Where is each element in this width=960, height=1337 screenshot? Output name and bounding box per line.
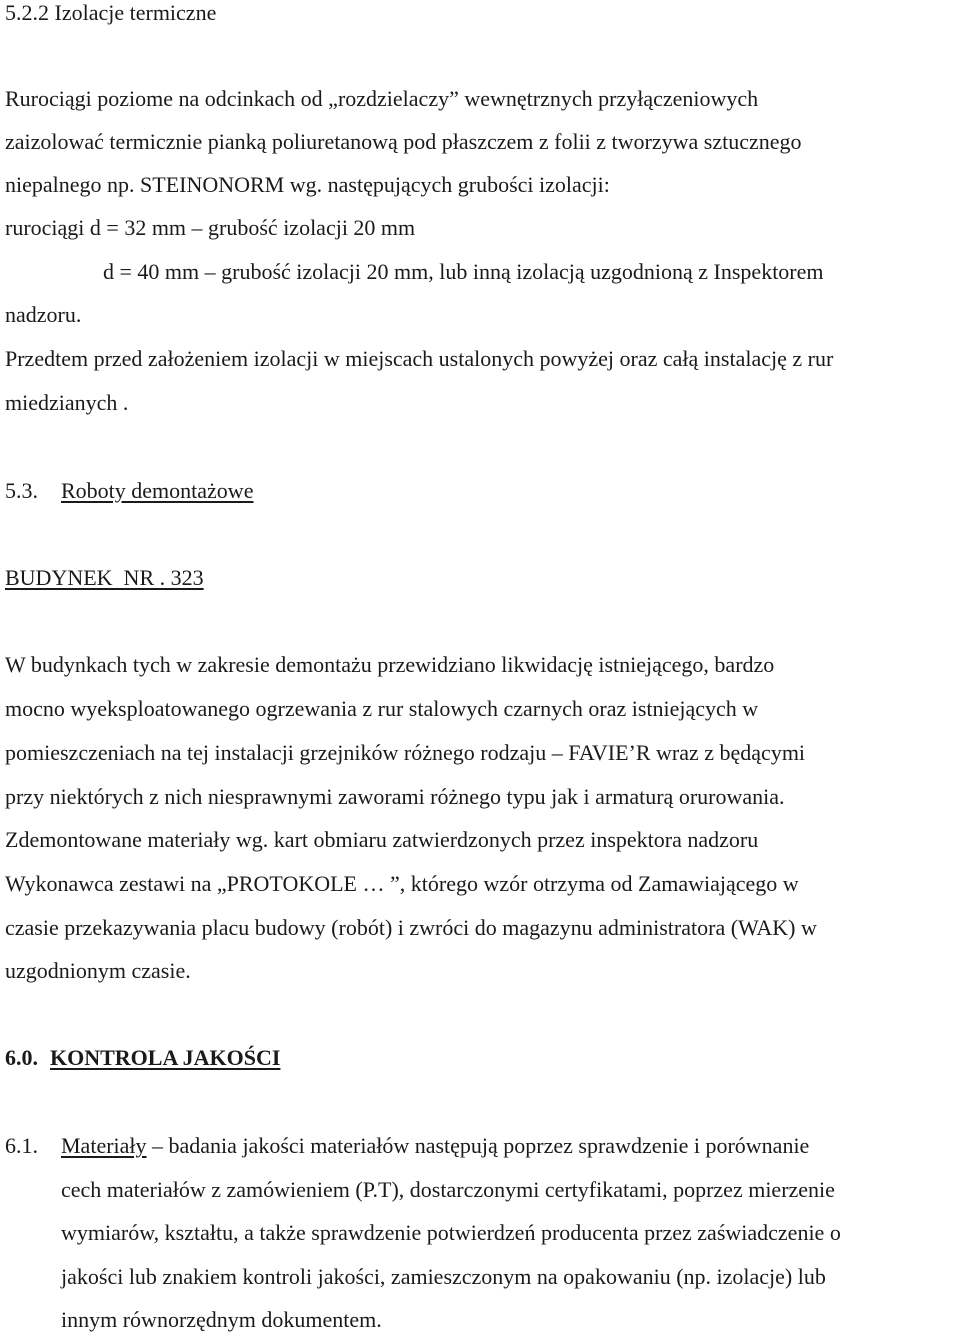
section-title-60: KONTROLA JAKOŚCI	[50, 1045, 281, 1070]
section-number-60: 6.0.	[5, 1045, 38, 1070]
paragraph-line: niepalnego np. STEINONORM wg. następujących grubości izolacji:	[5, 172, 610, 197]
paragraph-line: Przedtem przed założeniem izolacji w miejscach ustalonych powyżej oraz całą instalację z rur	[5, 346, 834, 371]
paragraph-line: zaizolować termicznie pianką poliuretanową pod płaszczem z folii z tworzywa sztucznego	[5, 129, 802, 154]
paragraph-line: nadzoru.	[5, 302, 82, 327]
paragraph-line-61-first	[61, 1133, 809, 1159]
paragraph-line: innym równorzędnym dokumentem.	[61, 1307, 382, 1332]
paragraph-line: Zdemontowane materiały wg. kart obmiaru zatwierdzonych przez inspektora nadzoru	[5, 827, 759, 852]
section-heading-522: 5.2.2 Izolacje termiczne	[5, 0, 217, 25]
section-number-61: 6.1.	[5, 1133, 38, 1158]
section-title-53: Roboty demontażowe	[61, 478, 254, 503]
section-number-53: 5.3.	[5, 478, 38, 503]
paragraph-line: W budynkach tych w zakresie demontażu przewidziano likwidację istniejącego, bardzo	[5, 652, 775, 677]
term-definition: – badania jakości materiałów następują poprzez sprawdzenie i porównanie	[146, 1133, 810, 1158]
paragraph-line: cech materiałów z zamówieniem (P.T), dostarczonymi certyfikatami, poprzez mierzenie	[61, 1177, 835, 1202]
paragraph-line: mocno wyeksploatowanego ogrzewania z rur stalowych czarnych oraz istniejących w	[5, 696, 759, 721]
paragraph-line: przy niektórych z nich niesprawnymi zaworami różnego typu jak i armaturą orurowania.	[5, 784, 785, 809]
paragraph-line: uzgodnionym czasie.	[5, 958, 191, 983]
term-materialy: Materiały	[61, 1133, 147, 1158]
paragraph-line: Rurociągi poziome na odcinkach od „rozdzielaczy” wewnętrznych przyłączeniowych	[5, 86, 759, 111]
paragraph-line: czasie przekazywania placu budowy (robót) i zwróci do magazynu administratora (WAK) w	[5, 915, 817, 940]
building-heading: BUDYNEK NR . 323	[5, 565, 204, 590]
paragraph-line: rurociągi d = 32 mm – grubość izolacji 20 mm	[5, 215, 416, 240]
paragraph-line: wymiarów, kształtu, a także sprawdzenie potwierdzeń producenta przez zaświadczenie o	[61, 1220, 841, 1245]
paragraph-line: pomieszczeniach na tej instalacji grzejników różnego rodzaju – FAVIE’R wraz z będącymi	[5, 740, 806, 765]
paragraph-line: miedzianych .	[5, 390, 129, 415]
paragraph-line: d = 40 mm – grubość izolacji 20 mm, lub inną izolacją uzgodnioną z Inspektorem	[103, 259, 824, 284]
paragraph-line: jakości lub znakiem kontroli jakości, zamieszczonym na opakowaniu (np. izolacje) lub	[61, 1264, 826, 1289]
paragraph-line: Wykonawca zestawi na „PROTOKOLE … ”, którego wzór otrzyma od Zamawiającego w	[5, 871, 799, 896]
